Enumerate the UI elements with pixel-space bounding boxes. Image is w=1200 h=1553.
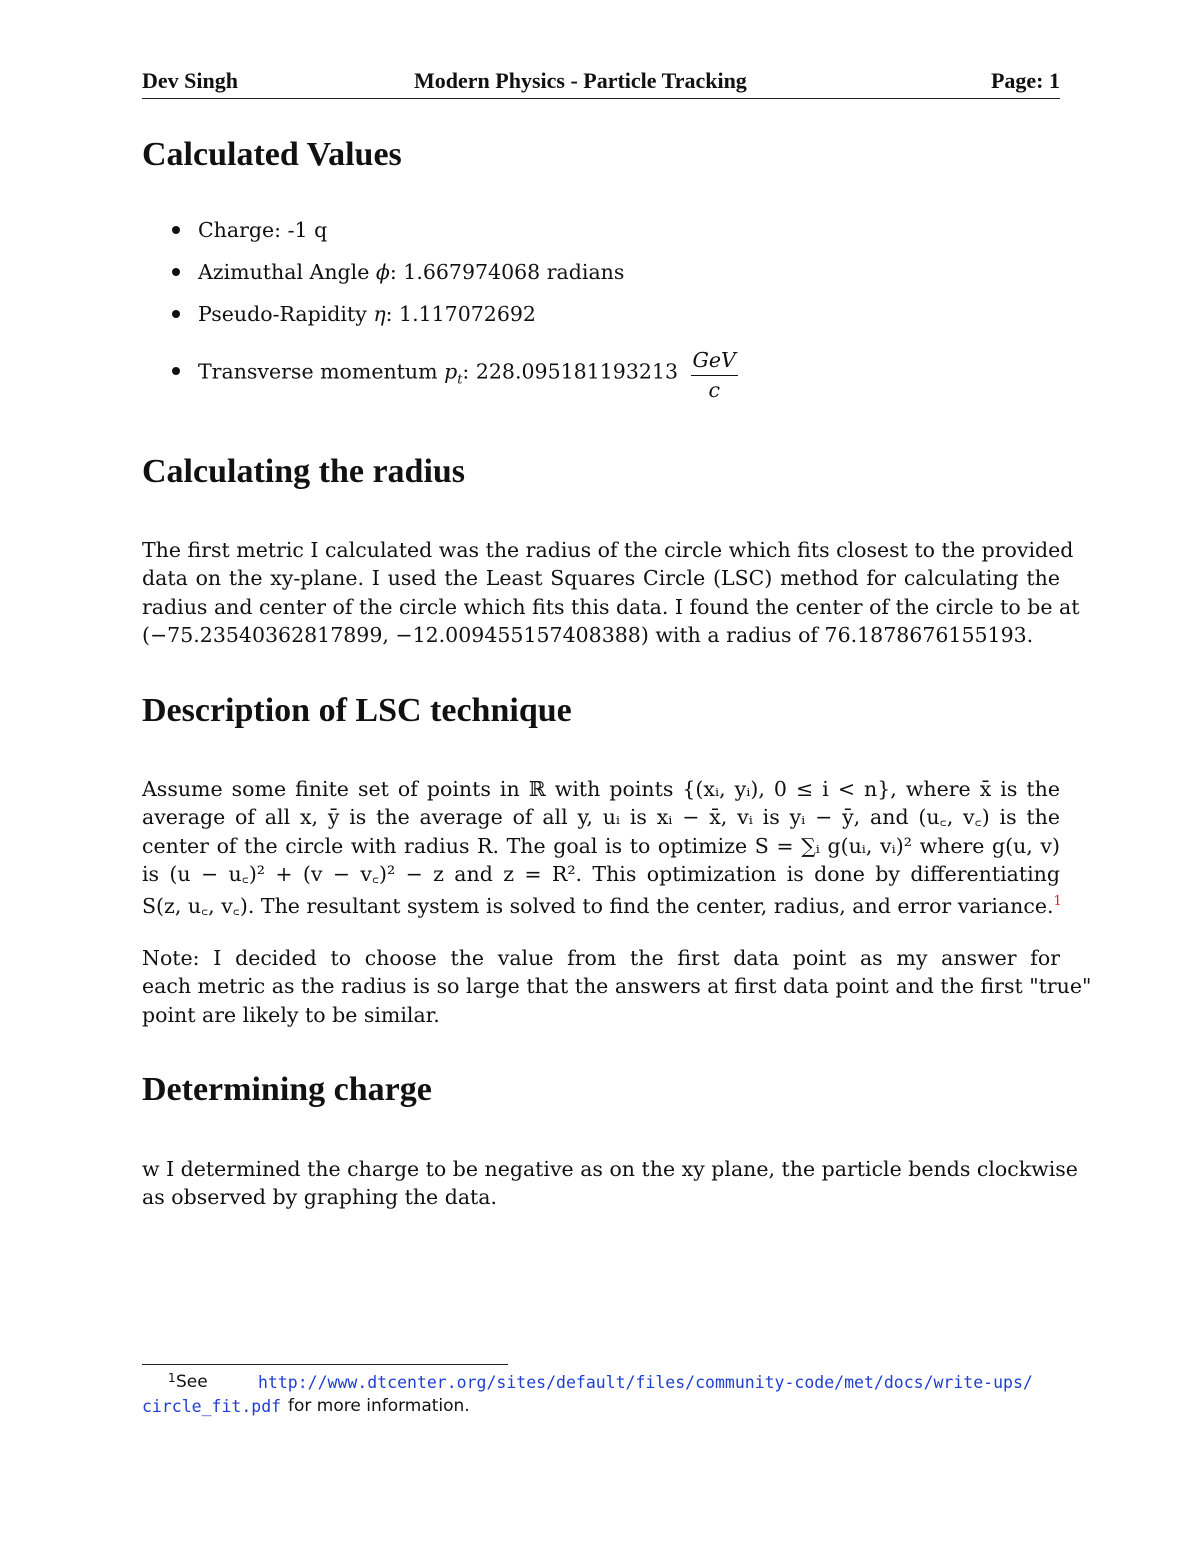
footnote-tail-text: for more information. bbox=[288, 1396, 470, 1416]
unit-fraction: $\frac{\text{GeV}}{c}$ bbox=[692, 348, 736, 402]
text-line: as observed by graphing the data. bbox=[142, 1185, 498, 1210]
list-item-transverse-momentum: Transverse momentum $p_t$: 228.095181193213 $\frac{\text{GeV}}{c}$ bbox=[172, 346, 738, 400]
text-line: The first metric I calculated was the radius of the circle which fits closest to the provided bbox=[142, 538, 1074, 562]
list-item-pseudo-rapidity: Pseudo-Rapidity η: 1.117072692 bbox=[172, 302, 536, 326]
text-line: center of the circle with radius R. The goal is to optimize S = ∑ᵢ g(uᵢ, vᵢ)² where g(u, v) bbox=[142, 833, 1060, 858]
heading-lsc-technique: Description of LSC technique bbox=[142, 692, 572, 729]
note-paragraph bbox=[142, 944, 1092, 1029]
bullet-icon bbox=[172, 310, 180, 318]
text-line: each metric as the radius is so large that the answers at first data point and the first "true" bbox=[142, 974, 1092, 999]
heading-calculated-values: Calculated Values bbox=[142, 136, 402, 173]
bullet-icon bbox=[172, 226, 180, 234]
header-page-number: Page: 1 bbox=[990, 68, 1060, 93]
text-line: Assume some finite set of points in ℝ with points {(xᵢ, yᵢ), 0 ≤ i < n}, where x̄ is the bbox=[142, 777, 1060, 801]
list-item-charge: Charge: -1 q bbox=[172, 218, 327, 242]
lsc-paragraph bbox=[142, 775, 1060, 920]
charge-paragraph bbox=[142, 1155, 1078, 1212]
text-line: data on the xy-plane. I used the Least Squares Circle (LSC) method for calculating the bbox=[142, 566, 1060, 591]
text-line: radius and center of the circle which fits this data. I found the center of the circle to be at bbox=[142, 594, 1080, 619]
text-line: w I determined the charge to be negative as on the xy plane, the particle bends clockwise bbox=[142, 1157, 1078, 1181]
footnote-mark: 1 bbox=[168, 1371, 176, 1385]
radius-paragraph bbox=[142, 536, 1080, 649]
footnote-link-continued[interactable]: circle_fit.pdf bbox=[142, 1397, 282, 1416]
list-item-azimuthal-angle: Azimuthal Angle ϕ: 1.667974068 radians bbox=[172, 260, 624, 284]
text-line: (−75.23540362817899, −12.009455157408388) with a radius of 76.1878676155193. bbox=[142, 622, 1034, 647]
footnote-link[interactable]: http://www.dtcenter.org/sites/default/files/community-code/met/docs/write-ups/ bbox=[258, 1373, 1033, 1392]
heading-determining-charge: Determining charge bbox=[142, 1071, 432, 1108]
footnote-divider bbox=[142, 1364, 508, 1365]
bullet-icon bbox=[172, 268, 180, 276]
page-header bbox=[142, 68, 1060, 99]
text-line: is (u − u꜀)² + (v − v꜀)² − z and z = R². This optimization is done by differentiating bbox=[142, 861, 1060, 886]
bullet-icon bbox=[172, 367, 180, 375]
text-line: Note: I decided to choose the value from the first data point as my answer for bbox=[142, 946, 1060, 970]
text-line: point are likely to be similar. bbox=[142, 1002, 440, 1027]
text-line: average of all x, ȳ is the average of all y, uᵢ is xᵢ − x̄, vᵢ is yᵢ − ȳ, and (u꜀, v꜀) is the bbox=[142, 805, 1060, 830]
footnote-see: See bbox=[176, 1372, 208, 1392]
heading-calculating-radius: Calculating the radius bbox=[142, 453, 466, 490]
header-title: Modern Physics - Particle Tracking bbox=[414, 68, 747, 93]
text-line: S(z, u꜀, v꜀). The resultant system is solved to find the center, radius, and error variance.$^1$ bbox=[142, 894, 1062, 919]
footnote-reference[interactable]: 1 bbox=[1053, 894, 1062, 910]
header-author: Dev Singh bbox=[142, 68, 238, 93]
